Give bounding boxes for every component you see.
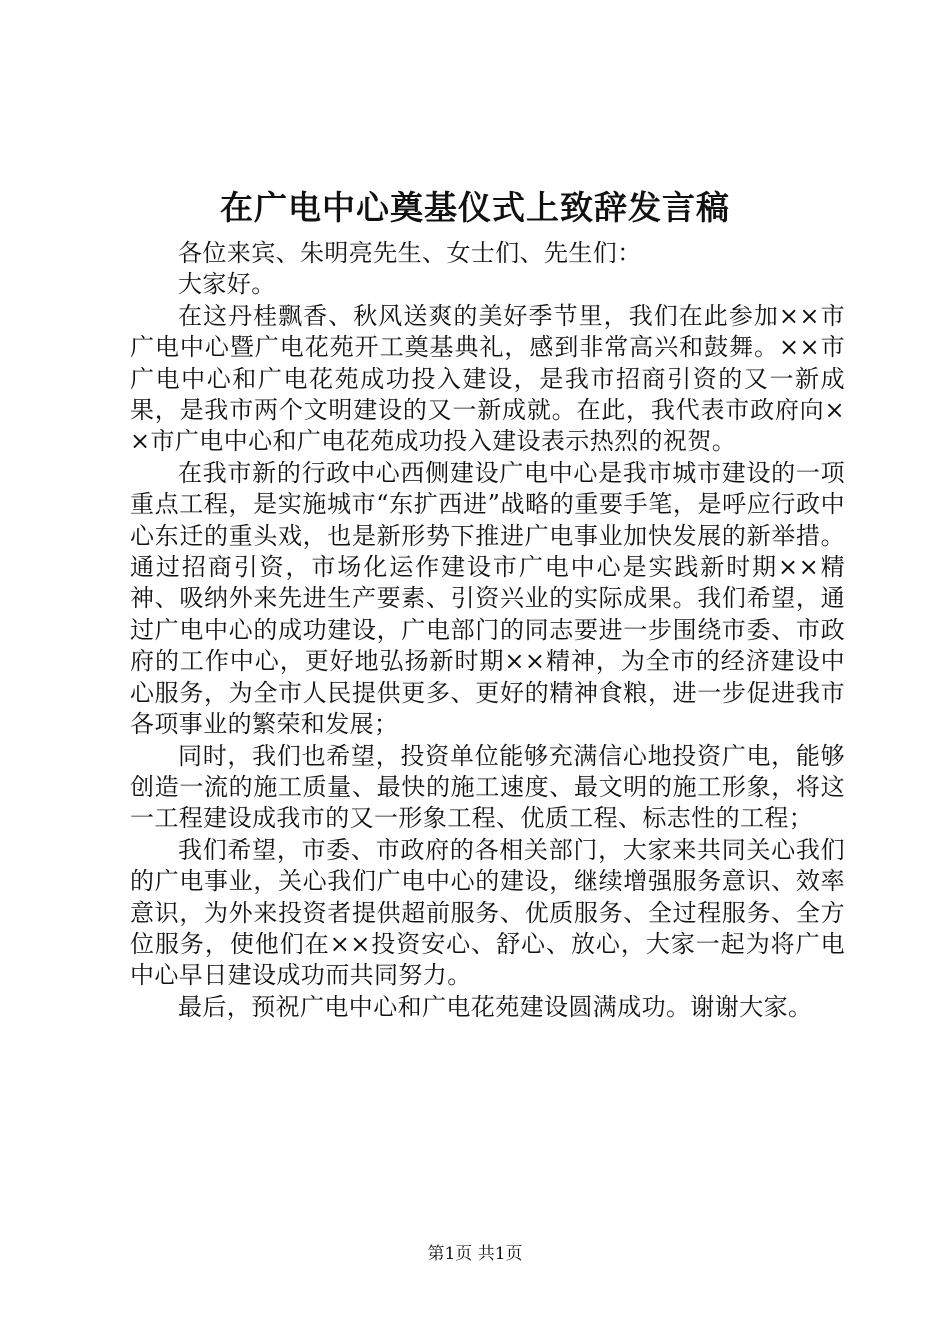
paragraph-salutation: 各位来宾、朱明亮先生、女士们、先生们：	[178, 239, 642, 267]
paragraph-project-significance: 在我市新的行政中心西侧建设广电中心是我市城市建设的一项重点工程，是实施城市“东扩西进”战略的重要手笔，是呼应行政中心东迁的重头戏，也是新形势下推进广电事业加快发展的新举措。通过招商引资，市场化运作建设市广电中心是实践新时期××精神、吸纳外来先进生产要素、引资兴业的实际成果。我们希望，通过广电中心的成功建设，广电部门的同志要进一步围绕市委、市政府的工作中心，更好地弘扬新时期××精神，为全市的经济建设中心服务，为全市人民提供更多、更好的精神食粮，进一步促进我市各项事业的繁荣和发展；	[130, 458, 845, 739]
paragraph-greeting: 大家好。	[178, 270, 276, 299]
document-body	[130, 238, 845, 1023]
page-number-footer: 第1页 共1页	[427, 1244, 523, 1264]
paragraph-congratulations: 在这丹桂飘香、秋风送爽的美好季节里，我们在此参加××市广电中心暨广电花苑开工奠基典礼，感到非常高兴和鼓舞。××市广电中心和广电花苑成功投入建设，是我市招商引资的又一新成果，是我市两个文明建设的又一新成就。在此，我代表市政府向××市广电中心和广电花苑成功投入建设表示热烈的祝贺。	[130, 301, 845, 456]
paragraph-investor-hopes: 同时，我们也希望，投资单位能够充满信心地投资广电，能够创造一流的施工质量、最快的施工速度、最文明的施工形象，将这一工程建设成我市的又一形象工程、优质工程、标志性的工程；	[130, 741, 845, 833]
document-title: 在广电中心奠基仪式上致辞发言稿	[220, 188, 730, 227]
paragraph-department-hopes: 我们希望，市委、市政府的各相关部门，大家来共同关心我们的广电事业，关心我们广电中心的建设，继续增强服务意识、效率意识，为外来投资者提供超前服务、优质服务、全过程服务、全方位服务，使他们在××投资安心、舒心、放心，大家一起为将广电中心早日建设成功而共同努力。	[130, 835, 845, 990]
paragraph-closing: 最后，预祝广电中心和广电花苑建设圆满成功。谢谢大家。	[178, 992, 813, 1021]
